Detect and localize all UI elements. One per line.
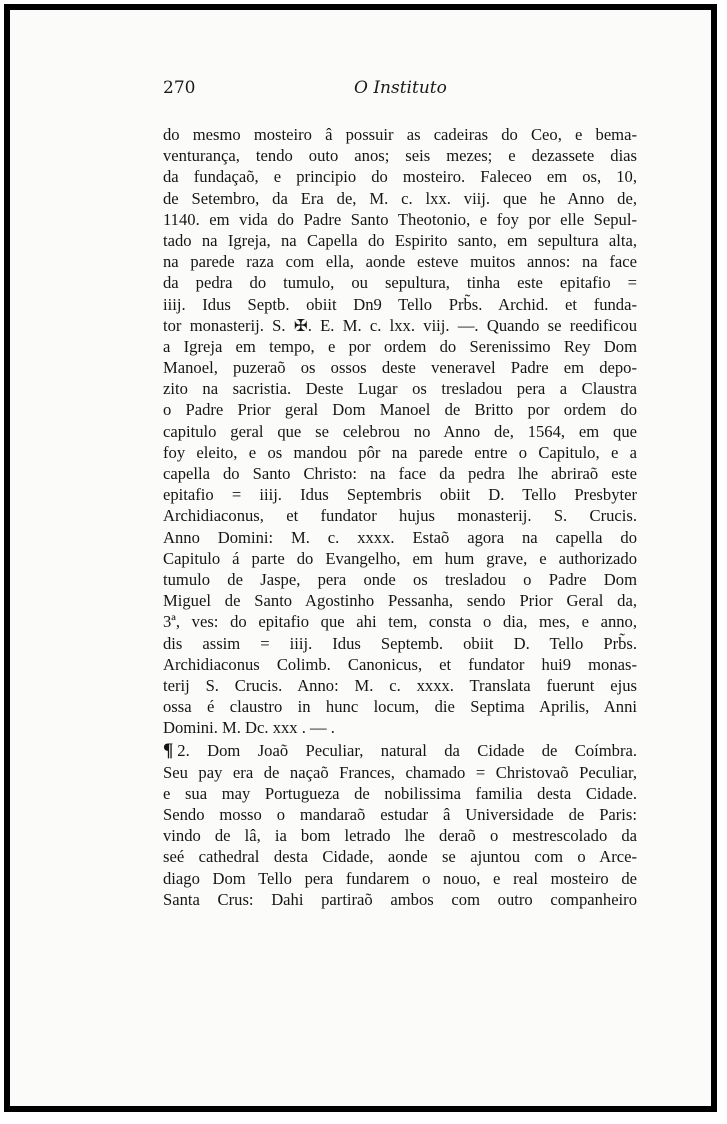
text-line: Capitulo á parte do Evangelho, em hum grave, e authorizado <box>163 548 637 568</box>
text-line: diago Dom Tello pera fundarem o nouo, e real mosteiro de <box>163 868 637 888</box>
text-line: tumulo de Jaspe, pera onde os tresladou o Padre Dom <box>163 569 637 589</box>
text-line: e sua may Portugueza de nobilissima familia desta Cidade. <box>163 783 637 803</box>
page-header <box>0 70 727 100</box>
text-line: Archidiaconus Colimb. Canonicus, et fundator hui9 monas- <box>163 654 637 674</box>
text-line: Manoel, puzeraõ os ossos deste veneravel Padre em depo- <box>163 358 637 378</box>
text-line: Santa Crus: Dahi partiraõ ambos com outro companheiro <box>163 889 637 909</box>
text-line: terij S. Crucis. Anno: M. c. xxxx. Translata fuerunt ejus <box>163 675 637 695</box>
text-line: 1140. em vida do Padre Santo Theotonio, e foy por elle Sepul- <box>163 209 637 229</box>
text-line: 3ª, ves: do epitafio que ahi tem, consta o dia, mes, e anno, <box>163 612 637 632</box>
text-line: tor monasterij. S. ✠. E. M. c. lxx. viij. —. Quando se reedificou <box>163 315 637 335</box>
text-line: capitulo geral que se celebrou no Anno de, 1564, em que <box>163 421 637 441</box>
text-line: Domini. M. Dc. xxx . — . <box>163 718 335 738</box>
text-line: zito na sacristia. Deste Lugar os tresladou pera a Claustra <box>163 379 637 399</box>
text-line: do mesmo mosteiro â possuir as cadeiras do Ceo, e bema- <box>163 125 637 144</box>
text-line: o Padre Prior geral Dom Manoel de Britto por ordem do <box>163 400 637 420</box>
text-line: da fundaçaõ, e principio do mosteiro. Faleceo em os, 10, <box>163 167 637 187</box>
text-line: epitafio = iiij. Idus Septembris obiit D. Tello Presbyter <box>163 485 637 505</box>
text-line: tado na Igreja, na Capella do Espirito santo, em sepultura alta, <box>163 230 637 250</box>
text-line: iiij. Idus Septb. obiit Dn9 Tello Prb̃s. Archid. et funda- <box>163 294 637 314</box>
running-title: O Instituto <box>354 78 447 98</box>
text-line: venturança, tendo outo anos; seis mezes; e dezassete dias <box>163 146 637 166</box>
body-text <box>163 124 637 910</box>
text-line: Anno Domini: M. c. xxxx. Estaõ agora na capella do <box>163 527 637 547</box>
text-line: capella do Santo Christo: na face da pedra lhe abriraõ este <box>163 464 637 483</box>
page-number: 270 <box>163 78 196 98</box>
text-line: a Igreja em tempo, e por ordem do Serenissimo Rey Dom <box>163 336 637 356</box>
text-line-content: 2. Dom Joaõ Peculiar, natural da Cidade de Coímbra. <box>177 741 637 761</box>
paragraph-2 <box>163 740 637 910</box>
text-line: seé cathedral desta Cidade, aonde se ajuntou com o Arce- <box>163 847 637 867</box>
text-line <box>163 740 637 761</box>
paragraph-marker: ¶ <box>163 740 174 762</box>
text-line: Seu pay era de naçaõ Frances, chamado = Christovaõ Peculiar, <box>163 762 637 782</box>
text-line: dis assim = iiij. Idus Septemb. obiit D. Tello Prb̃s. <box>163 633 637 653</box>
text-line: Archidiaconus, et fundator hujus monasterij. S. Crucis. <box>163 506 637 526</box>
text-line: na parede raza com ella, aonde esteve muitos annos: na face <box>163 252 637 272</box>
text-line: Sendo mosso o mandaraõ estudar â Universidade de Paris: <box>163 805 637 824</box>
paragraph-1 <box>163 124 637 738</box>
text-line: ossa é claustro in hunc locum, die Septima Aprilis, Anni <box>163 697 637 717</box>
text-line: Miguel de Santo Agostinho Pessanha, sendo Prior Geral da, <box>163 591 637 611</box>
text-line: vindo de lâ, ia bom letrado lhe deraõ o mestrescolado da <box>163 826 637 846</box>
text-line: foy eleito, e os mandou pôr na parede entre o Capitulo, e a <box>163 442 637 462</box>
text-line: da pedra do tumulo, ou sepultura, tinha este epitafio = <box>163 273 637 293</box>
text-line: de Setembro, da Era de, M. c. lxx. viij. que he Anno de, <box>163 188 637 208</box>
